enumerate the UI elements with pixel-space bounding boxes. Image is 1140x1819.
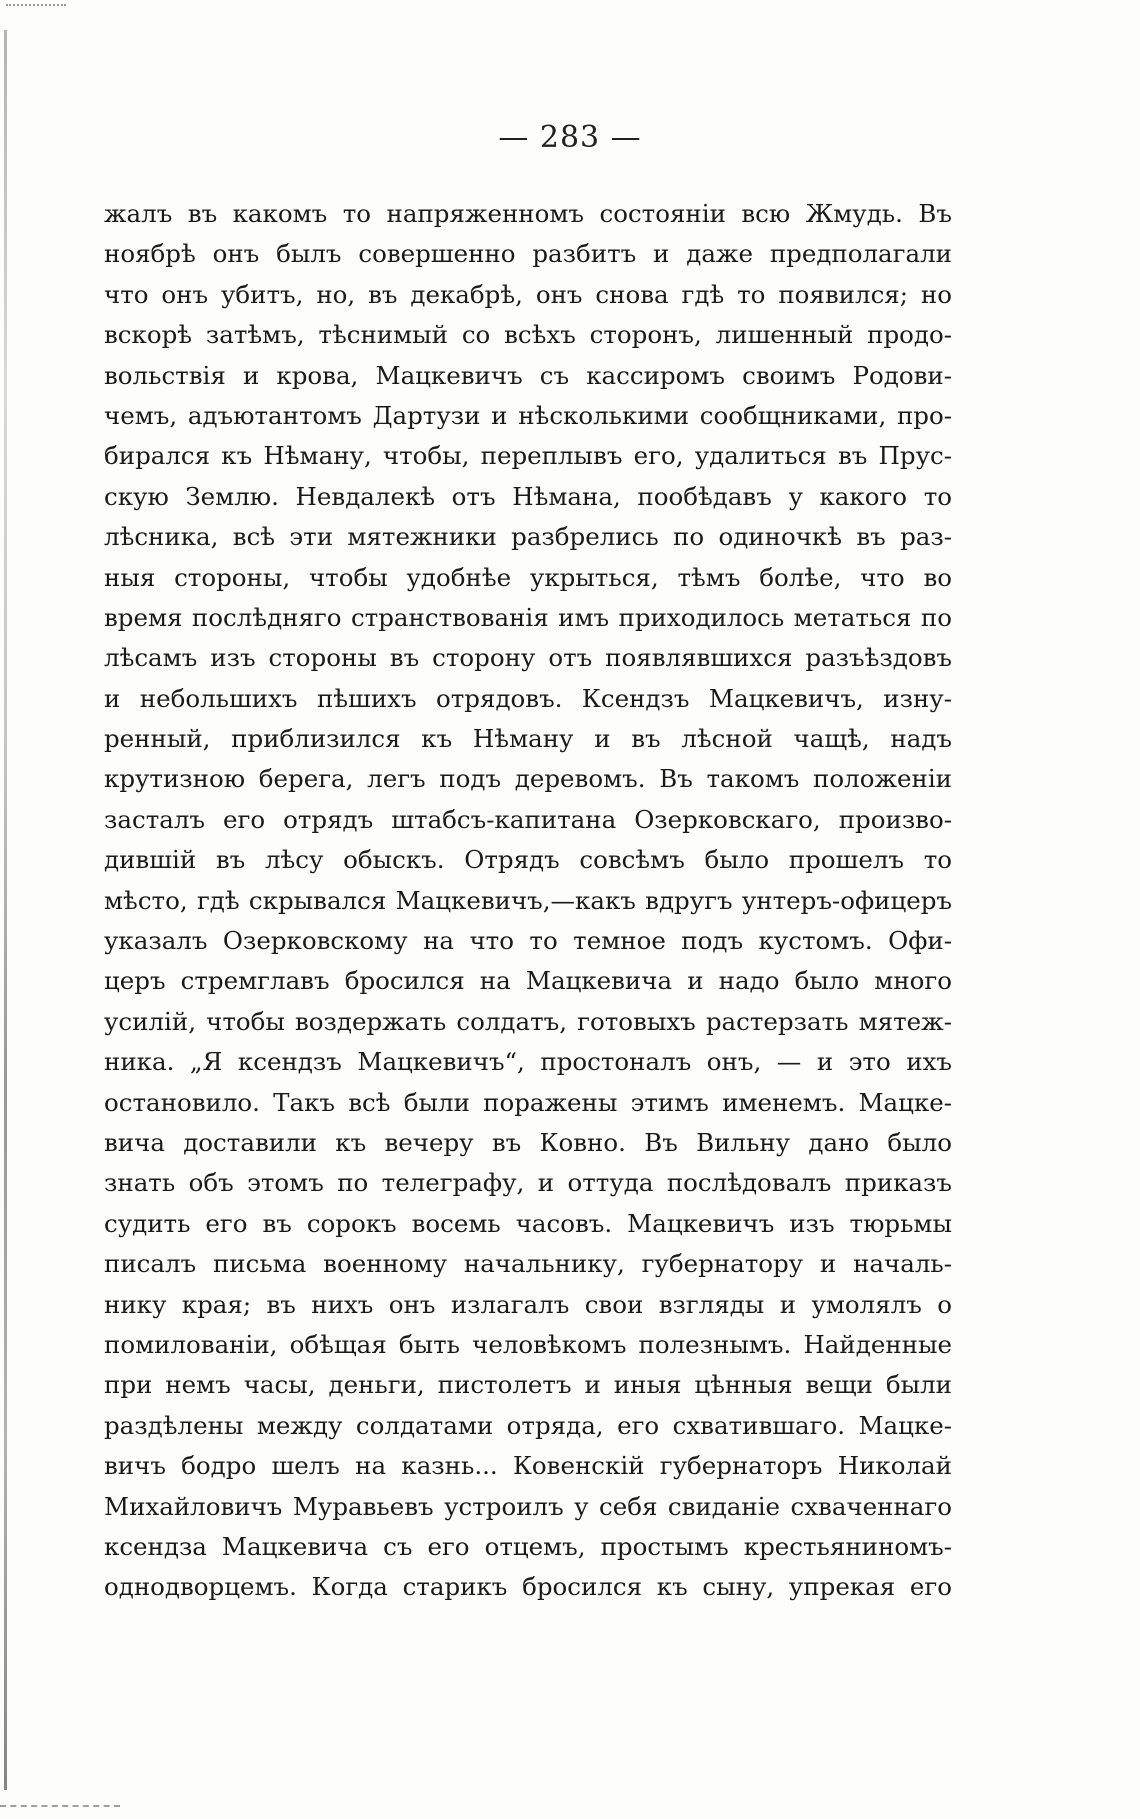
text-line: ныя стороны, чтобы удобнѣе укрыться, тѣмъ болѣе, что во	[104, 562, 952, 592]
text-line: вскорѣ затѣмъ, тѣснимый со всѣхъ сторонъ, лишенный продо-	[104, 320, 952, 350]
text-line: Михайловичъ Муравьевъ устроилъ у себя свиданiе схваченнаго	[104, 1491, 952, 1521]
text-line: бирался къ Нѣману, чтобы, переплывъ его, удалиться въ Прус-	[104, 441, 952, 471]
scan-corner-mark	[6, 4, 66, 26]
text-line: и небольшихъ пѣшихъ отрядовъ. Ксендзъ Мацкевичъ, изну-	[104, 683, 952, 713]
text-line: жалъ въ какомъ то напряженномъ состоянiи всю Жмудь. Въ	[104, 199, 952, 228]
text-line: вольствiя и крова, Мацкевичъ съ кассиромъ своимъ Родови-	[104, 360, 952, 390]
scan-left-edge	[4, 30, 7, 1790]
text-line: однодворцемъ. Когда старикъ бросился къ сыну, упрекая его	[104, 1572, 952, 1602]
text-line: вича доставили къ вечеру въ Ковно. Въ Вильну дано было	[104, 1127, 952, 1157]
text-line: усилiй, чтобы воздержать солдатъ, готовыхъ растерзать мятеж-	[104, 1006, 952, 1036]
text-line: ноябрѣ онъ былъ совершенно разбитъ и даже предполагали	[104, 239, 952, 269]
scan-bottom-mark	[0, 1805, 120, 1809]
text-line: писалъ письма военному начальнику, губернатору и началь-	[104, 1249, 952, 1279]
text-line: помилованiи, обѣщая быть человѣкомъ полезнымъ. Найденные	[104, 1329, 952, 1359]
text-line: церъ стремглавъ бросился на Мацкевича и надо было много	[104, 966, 952, 996]
text-line: при немъ часы, деньги, пистолетъ и иныя цѣнныя вещи были	[104, 1370, 952, 1400]
text-line: скую Землю. Невдалекѣ отъ Нѣмана, пообѣдавъ у какого то	[104, 481, 952, 511]
text-line: раздѣлены между солдатами отряда, его схватившаго. Мацке-	[104, 1410, 952, 1440]
text-line: судить его въ сорокъ восемь часовъ. Мацкевичъ изъ тюрьмы	[104, 1208, 952, 1238]
text-line: ренный, приблизился къ Нѣману и въ лѣсной чащѣ, надъ	[104, 724, 952, 754]
text-line: лѣсамъ изъ стороны въ сторону отъ появлявшихся разъѣздовъ	[104, 643, 952, 673]
text-line: крутизною берега, легъ подъ деревомъ. Въ такомъ положенiи	[104, 764, 952, 794]
text-line: ника. „Я ксендзъ Мацкевичъ“, простоналъ онъ, — и это ихъ	[104, 1047, 952, 1077]
text-line: что онъ убитъ, но, въ декабрѣ, онъ снова гдѣ то появился; но	[104, 279, 952, 309]
text-line: засталъ его отрядъ штабсъ-капитана Озерковскаго, произво-	[104, 804, 952, 834]
text-line: мѣсто, гдѣ скрывался Мацкевичъ,—какъ вдругъ унтеръ-офицеръ	[104, 885, 952, 915]
body-text	[104, 194, 952, 1608]
text-line: чемъ, адъютантомъ Дартузи и нѣсколькими сообщниками, про-	[104, 400, 952, 430]
text-line: время послѣдняго странствованiя имъ приходилось метаться по	[104, 602, 952, 632]
text-line: лѣсника, всѣ эти мятежники разбрелись по одиночкѣ въ раз-	[104, 522, 952, 552]
text-line: указалъ Озерковскому на что то темное подъ кустомъ. Офи-	[104, 926, 952, 956]
text-line: дившiй въ лѣсу обыскъ. Отрядъ совсѣмъ было прошелъ то	[104, 845, 952, 875]
text-line: вичъ бодро шелъ на казнь... Ковенскiй губернаторъ Николай	[104, 1451, 952, 1481]
page-number: — 283 —	[498, 120, 642, 155]
text-line: ксендза Мацкевича съ его отцемъ, простымъ крестьяниномъ-	[104, 1531, 952, 1561]
text-line: нику края; въ нихъ онъ излагалъ свои взгляды и умолялъ о	[104, 1289, 952, 1319]
text-line: остановило. Такъ всѣ были поражены этимъ именемъ. Мацке-	[104, 1087, 952, 1117]
text-line: знать объ этомъ по телеграфу, и оттуда послѣдовалъ приказъ	[104, 1168, 952, 1198]
